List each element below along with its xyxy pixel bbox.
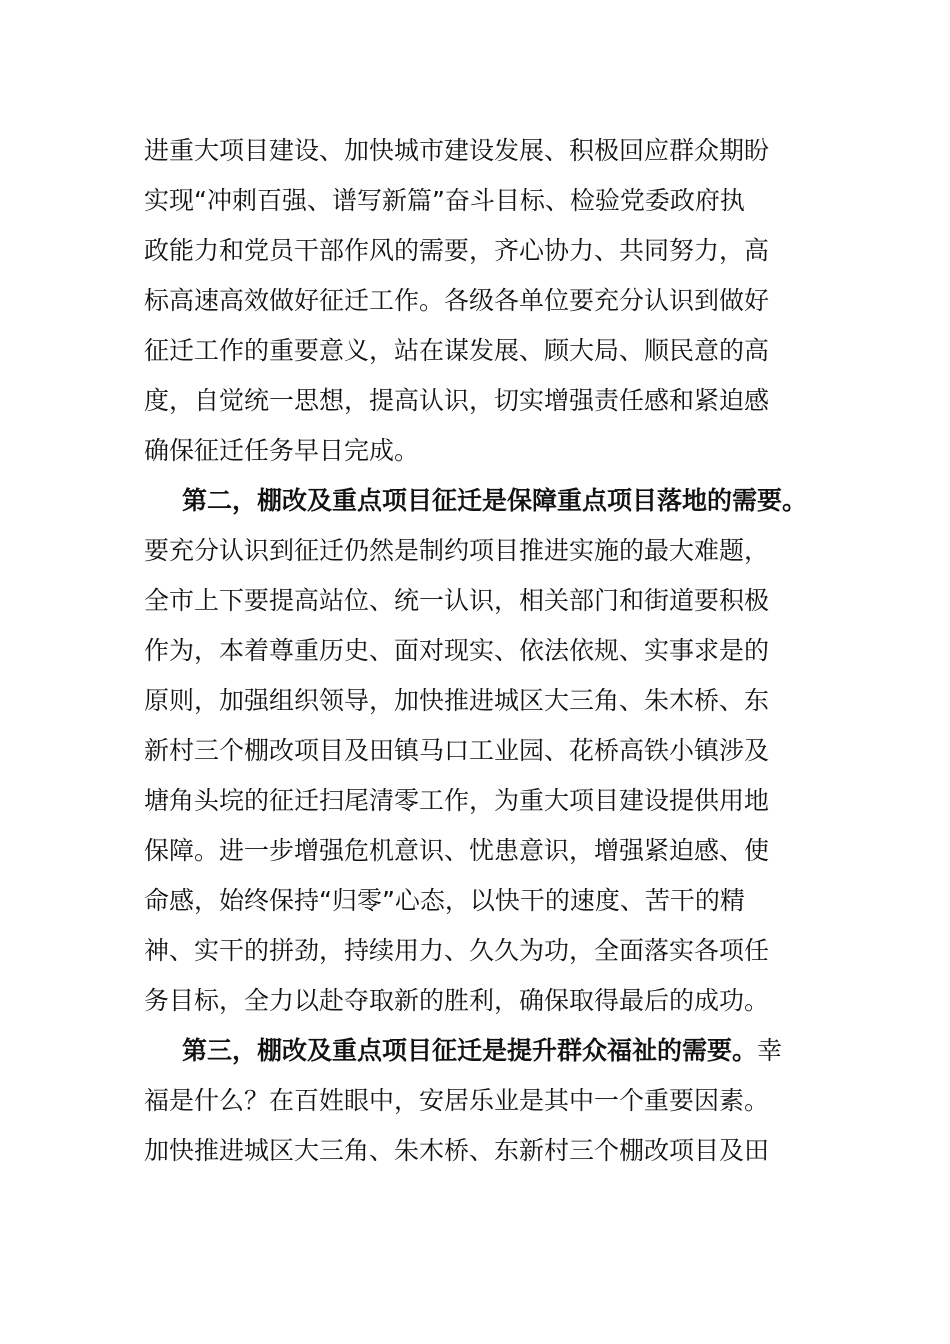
section-heading-third: 第三，棚改及重点项目征迁是提升群众福祉的需要。 — [182, 1036, 758, 1065]
text-line: 务目标，全力以赴夺取新的胜利，确保取得最后的成功。 — [144, 986, 770, 1015]
section-heading-line — [144, 1026, 824, 1076]
text-line: 确保征迁任务早日完成。 — [144, 436, 420, 465]
text-line: 实现“冲刺百强、谱写新篇”奋斗目标、检验党委政府执 — [144, 186, 745, 215]
text-line: 加快推进城区大三角、朱木桥、东新村三个棚改项目及田 — [144, 1136, 770, 1165]
text-line: 神、实干的拼劲，持续用力、久久为功，全面落实各项任 — [144, 936, 770, 965]
text-line: 标高速高效做好征迁工作。各级各单位要充分认识到做好 — [144, 286, 770, 315]
text-line: 政能力和党员干部作风的需要，齐心协力、共同努力，高 — [144, 236, 770, 265]
text-line: 要充分认识到征迁仍然是制约项目推进实施的最大难题， — [144, 536, 770, 565]
section-heading-line — [144, 476, 824, 526]
text-line: 进重大项目建设、加快城市建设发展、积极回应群众期盼 — [144, 136, 770, 165]
text-line: 征迁工作的重要意义，站在谋发展、顾大局、顺民意的高 — [144, 336, 770, 365]
text-run: 幸 — [757, 1036, 783, 1065]
text-line: 塘角头垸的征迁扫尾清零工作，为重大项目建设提供用地 — [144, 786, 770, 815]
text-line: 保障。进一步增强危机意识、忧患意识，增强紧迫感、使 — [144, 836, 770, 865]
document-body — [144, 126, 824, 1176]
text-line: 新村三个棚改项目及田镇马口工业园、花桥高铁小镇涉及 — [144, 736, 770, 765]
text-line: 全市上下要提高站位、统一认识，相关部门和街道要积极 — [144, 586, 770, 615]
text-line: 作为，本着尊重历史、面对现实、依法依规、实事求是的 — [144, 636, 770, 665]
text-line: 福是什么？在百姓眼中，安居乐业是其中一个重要因素。 — [144, 1086, 770, 1115]
text-line: 原则，加强组织领导，加快推进城区大三角、朱木桥、东 — [144, 686, 770, 715]
text-line: 度，自觉统一思想，提高认识，切实增强责任感和紧迫感 — [144, 386, 770, 415]
section-heading-second: 第二，棚改及重点项目征迁是保障重点项目落地的需要。 — [182, 486, 808, 515]
text-line: 命感，始终保持“归零”心态，以快干的速度、苦干的精 — [144, 886, 745, 915]
